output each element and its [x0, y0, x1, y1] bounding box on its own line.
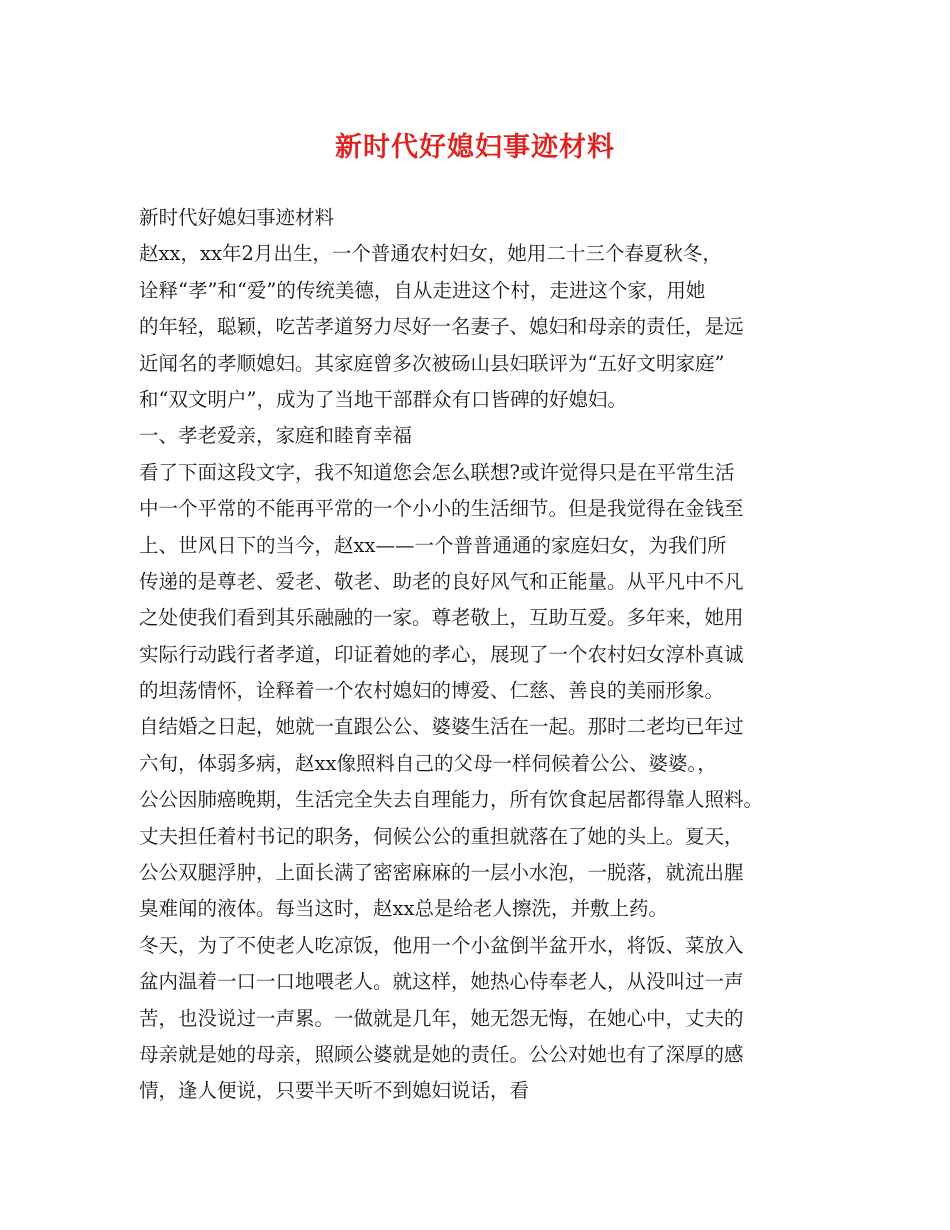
text-line: 六旬，体弱多病，赵xx像照料自己的父母一样伺候着公公、婆婆。， — [139, 751, 717, 775]
text-line: 公公因肺癌晚期，生活完全失去自理能力，所有饮食起居都得靠人照料。 — [139, 788, 764, 812]
text-line: 苦，也没说过一声累。一做就是几年，她无怨无悔，在她心中，丈夫的 — [139, 1006, 744, 1030]
text-line: 的坦荡情怀，诠释着一个农村媳妇的博爱、仁慈、善良的美丽形象。 — [139, 679, 725, 703]
text-line: 近闻名的孝顺媳妇。其家庭曾多次被砀山县妇联评为“五好文明家庭” — [139, 351, 725, 375]
text-line: 自结婚之日起，她就一直跟公公、婆婆生活在一起。那时二老均已年过 — [139, 715, 744, 739]
text-line: 看了下面这段文字，我不知道您会怎么联想?或许觉得只是在平常生活 — [139, 460, 735, 484]
text-line: 公公双腿浮肿，上面长满了密密麻麻的一层小水泡，一脱落，就流出腥 — [139, 861, 744, 885]
text-line: 中一个平常的不能再平常的一个小小的生活细节。但是我觉得在金钱至 — [139, 497, 744, 521]
section-heading: 一、孝老爱亲，家庭和睦育幸福 — [139, 424, 413, 448]
text-line: 赵xx，xx年2月出生，一个普通农村妇女，她用二十三个春夏秋冬， — [139, 242, 722, 266]
document-body — [139, 200, 839, 1110]
text-line: 诠释“孝”和“爱”的传统美德，自从走进这个村，走进这个家，用她 — [139, 278, 706, 302]
text-line: 实际行动践行者孝道，印证着她的孝心，展现了一个农村妇女淳朴真诚 — [139, 642, 744, 666]
text-line: 臭难闻的液体。每当这时，赵xx总是给老人擦洗，并敷上药。 — [139, 897, 668, 921]
text-line: 的年轻，聪颖，吃苦孝道努力尽好一名妻子、媳妇和母亲的责任，是远 — [139, 315, 744, 339]
text-line: 母亲就是她的母亲，照顾公婆就是她的责任。公公对她也有了深厚的感 — [139, 1042, 744, 1066]
text-line: 和“双文明户”，成为了当地干部群众有口皆碑的好媳妇。 — [139, 387, 627, 411]
text-line: 情，逢人便说，只要半天听不到媳妇说话，看 — [139, 1079, 530, 1103]
document-title: 新时代好媳妇事迹材料 — [335, 132, 615, 163]
text-line: 盆内温着一口一口地喂老人。就这样，她热心侍奉老人，从没叫过一声 — [139, 970, 744, 994]
text-line: 丈夫担任着村书记的职务，伺候公公的重担就落在了她的头上。夏天， — [139, 824, 744, 848]
text-line: 上、世风日下的当今，赵xx——一个普普通通的家庭妇女，为我们所 — [139, 533, 727, 557]
text-line: 之处使我们看到其乐融融的一家。尊老敬上，互助互爱。多年来，她用 — [139, 606, 744, 630]
text-line: 传递的是尊老、爱老、敬老、助老的良好风气和正能量。从平凡中不凡 — [139, 569, 744, 593]
text-line: 冬天，为了不使老人吃凉饭，他用一个小盆倒半盆开水，将饭、菜放入 — [139, 933, 744, 957]
text-line: 新时代好媳妇事迹材料 — [139, 206, 335, 229]
